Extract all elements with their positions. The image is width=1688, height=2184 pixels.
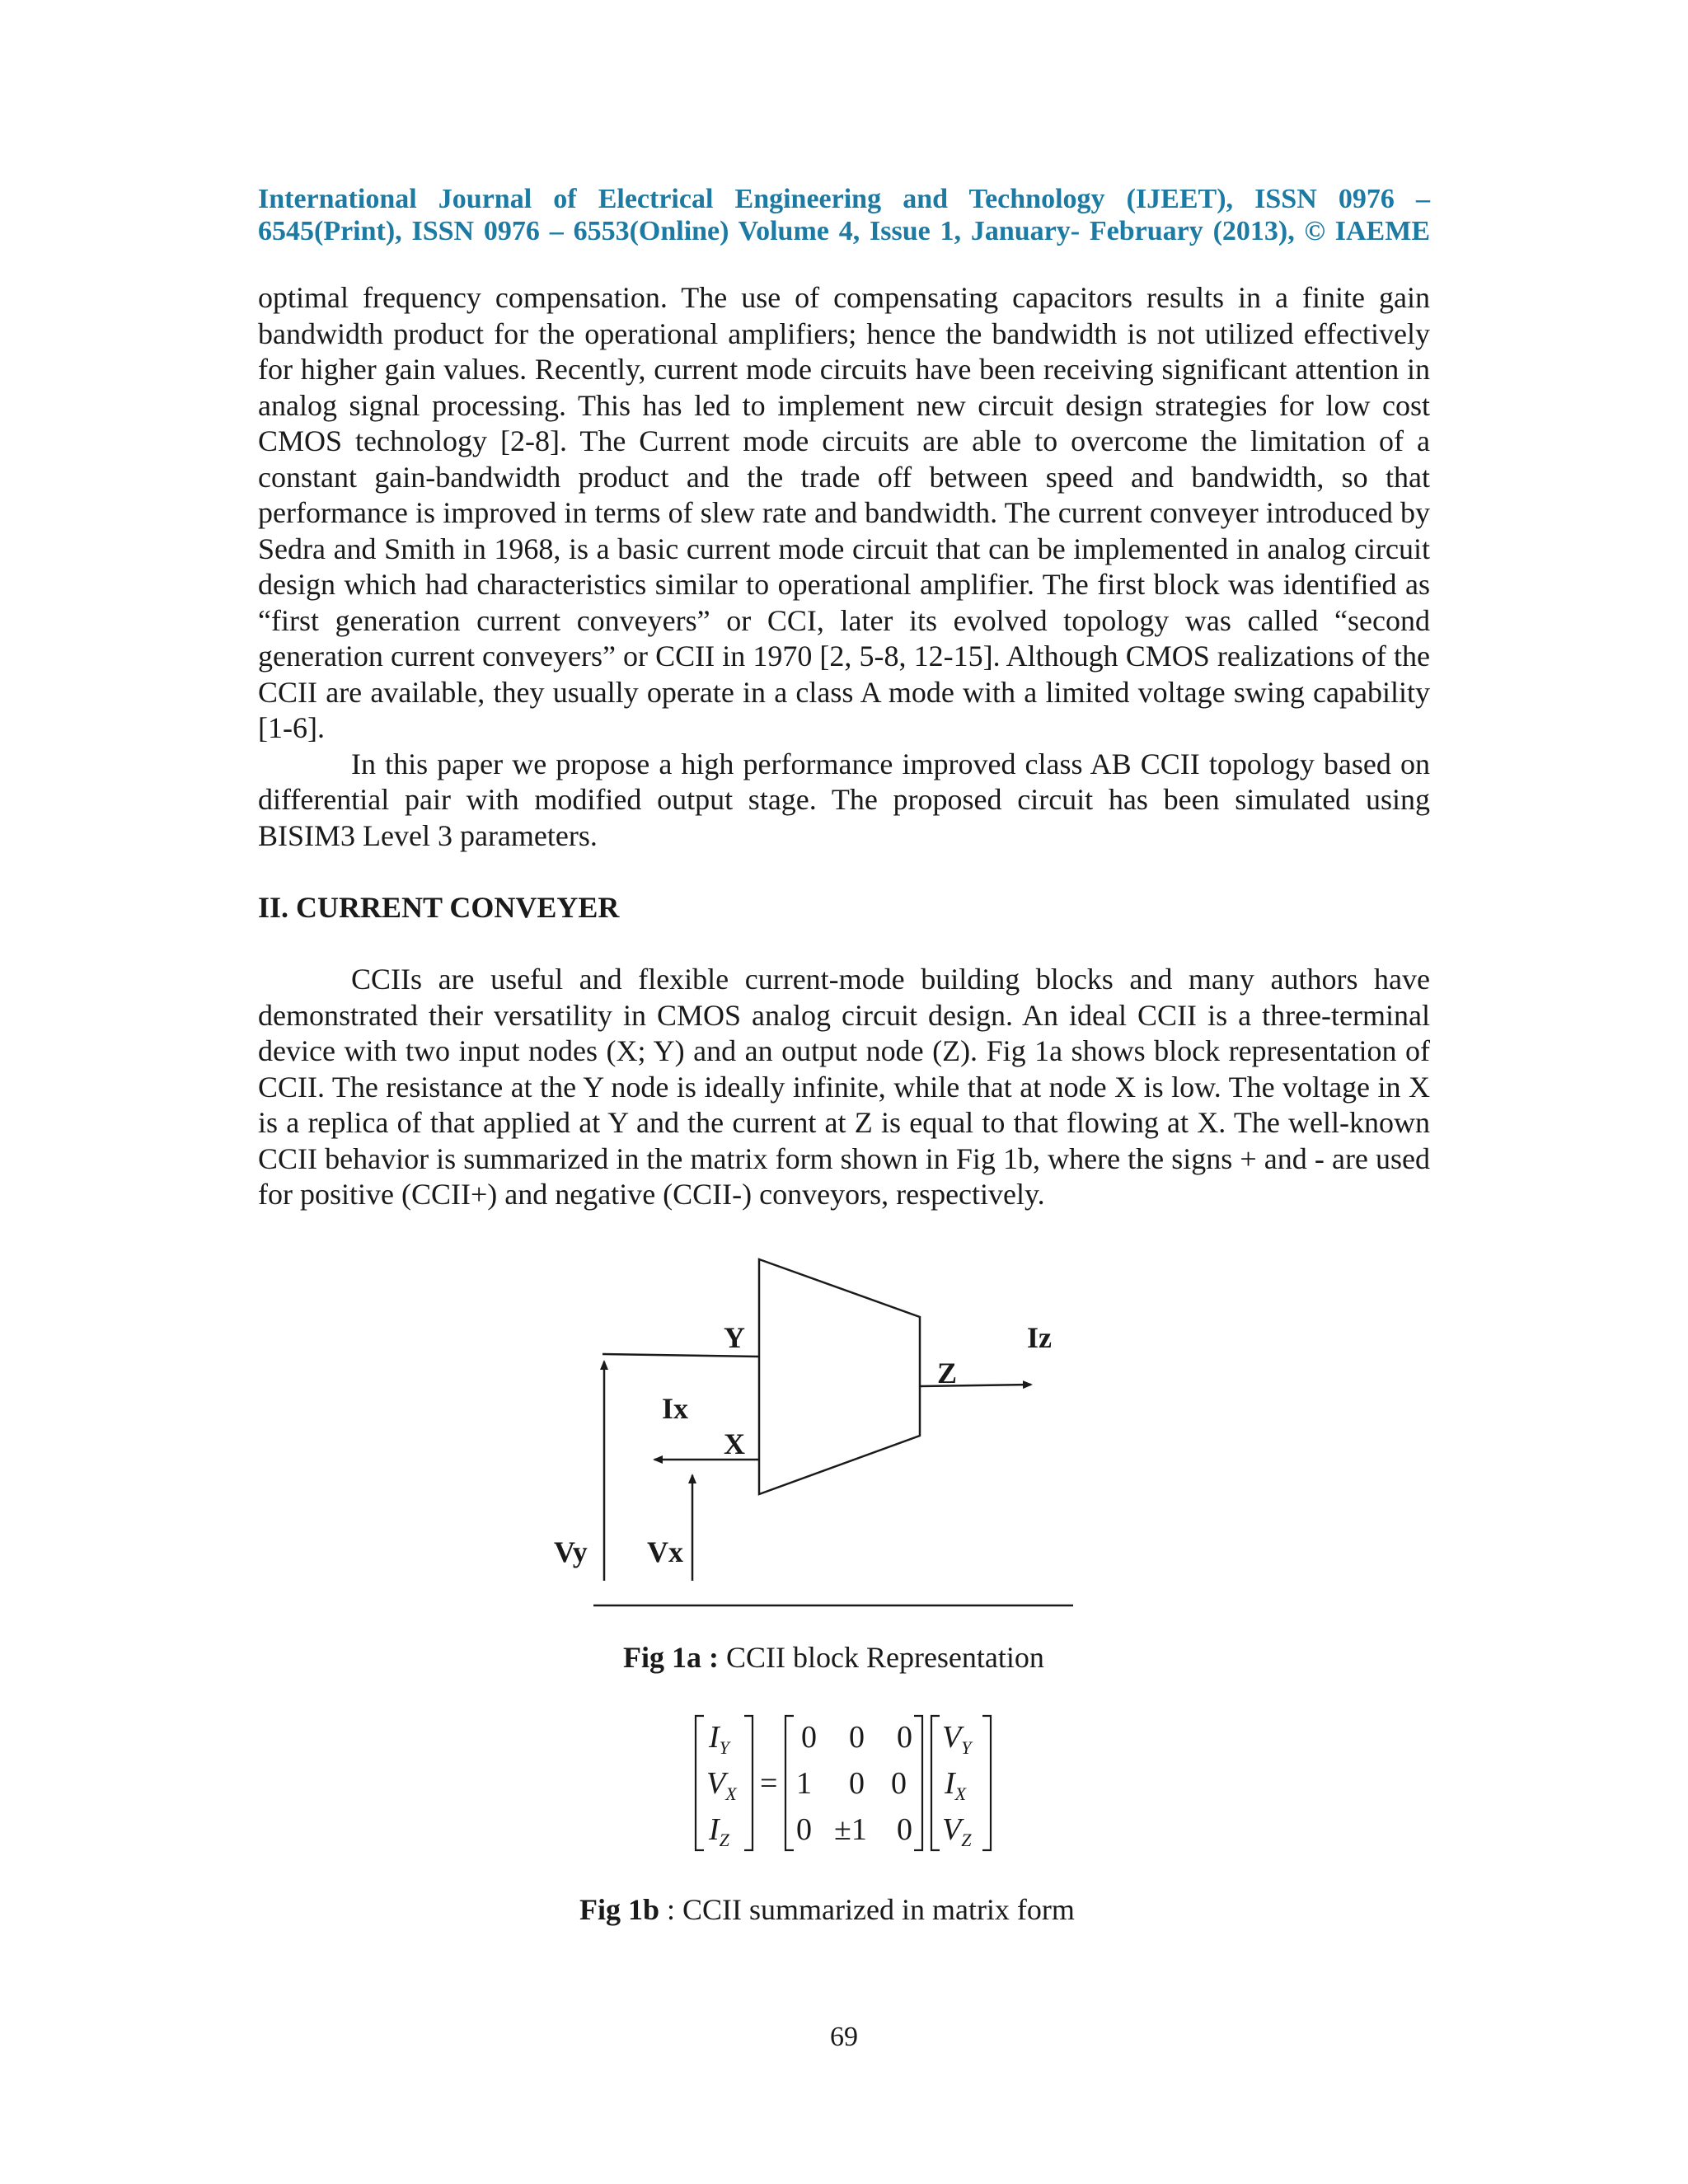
- journal-header-line-2: 6545(Print), ISSN 0976 – 6553(Online) Volume 4, Issue 1, January- February (2013), © IAEME: [258, 216, 1430, 246]
- intro-paragraph-1: optimal frequency compensation. The use of compensating capacitors results in a finite gain bandwidth product for the operational amplifiers; hence the bandwidth is not utilized effectively for higher gain values. Recently, current mode circuits have been receiving significant attention in analog signal processing. This has led to implement new circuit design strategies for low cost CMOS technology [2-8]. The Current mode circuits are able to overcome the limitation of a constant gain-bandwidth product and the trade off between speed and bandwidth, so that performance is improved in terms of slew rate and bandwidth. The current conveyer introduced by Sedra and Smith in 1968, is a basic current mode circuit that can be implemented in analog circuit design which had characteristics similar to operational amplifier. The first block was identified as “first generation current conveyers” or CCI, later its evolved topology was called “second generation current conveyers” or CCII in 1970 [2, 5-8, 12-15]. Although CMOS realizations of the CCII are available, they usually operate in a class A mode with a limited voltage swing capability [1-6].: [258, 281, 1430, 744]
- svg-text:IY: [708, 1720, 732, 1758]
- equals-sign: =: [760, 1766, 778, 1801]
- m-3-3: 0: [897, 1812, 912, 1847]
- rhs-1-sub: Y: [961, 1737, 972, 1758]
- lhs-1-sub: Y: [719, 1737, 729, 1758]
- lhs-1-sym: I: [709, 1720, 720, 1755]
- page-number: 69: [830, 2022, 858, 2052]
- label-y: Y: [724, 1321, 745, 1354]
- m-3-1: 0: [796, 1812, 812, 1847]
- m-1-3: 0: [897, 1720, 912, 1755]
- label-x: X: [724, 1427, 745, 1460]
- svg-text:VZ: [942, 1812, 972, 1850]
- iz-arrow: [920, 1385, 1031, 1386]
- section-text: [258, 962, 1430, 1213]
- lhs-2-sym: V: [706, 1766, 726, 1801]
- ccii-block: [759, 1259, 920, 1494]
- lhs-2-sub: X: [725, 1783, 737, 1804]
- m-1-2: 0: [849, 1720, 865, 1755]
- rhs-3-sub: Z: [961, 1830, 972, 1850]
- section-heading: II. CURRENT CONVEYER: [258, 891, 620, 924]
- label-iz: Iz: [1027, 1321, 1052, 1354]
- m-1-1: 0: [801, 1720, 817, 1755]
- label-ix: Ix: [662, 1392, 689, 1425]
- rhs-3-sym: V: [942, 1812, 962, 1847]
- svg-text:VX: [706, 1766, 738, 1804]
- fig1a-caption-text: CCII block Representation: [718, 1641, 1044, 1674]
- lhs-3-sub: Z: [719, 1830, 729, 1850]
- fig1b-caption: [579, 1892, 1075, 1927]
- m-3-2: ±1: [834, 1812, 867, 1847]
- intro-paragraph-2: In this paper we propose a high performance improved class AB CCII topology based on differential pair with modified output stage. The proposed circuit has been simulated using BISIM3 Level 3 parameters.: [258, 747, 1430, 852]
- m-2-1: 1: [796, 1766, 812, 1801]
- label-vx: Vx: [647, 1535, 683, 1568]
- fig1a-caption: [623, 1640, 1044, 1675]
- intro-text: [258, 280, 1430, 854]
- fig1b-caption-text: : CCII summarized in matrix form: [659, 1893, 1075, 1926]
- m-2-2: 0: [849, 1766, 865, 1801]
- svg-text:IX: [944, 1766, 968, 1804]
- fig1a-caption-label: Fig 1a :: [623, 1641, 719, 1674]
- svg-text:IZ: [708, 1812, 730, 1850]
- m-2-3: 0: [891, 1766, 907, 1801]
- lhs-3-sym: I: [709, 1812, 720, 1847]
- rhs-2-sub: X: [954, 1783, 967, 1804]
- label-vy: Vy: [554, 1535, 588, 1568]
- label-z: Z: [937, 1357, 958, 1390]
- rhs-2-sym: I: [945, 1766, 955, 1801]
- journal-header-line-1: International Journal of Electrical Engineering and Technology (IJEET), ISSN 0976 –: [258, 184, 1430, 214]
- rhs-1-sym: V: [942, 1720, 962, 1755]
- fig1b-caption-label: Fig 1b: [579, 1893, 660, 1926]
- svg-text:VY: [942, 1720, 973, 1758]
- y-input-wire: [603, 1354, 759, 1357]
- section-paragraph-1: CCIIs are useful and flexible current-mode building blocks and many authors have demonstrated their versatility in CMOS analog circuit design. An ideal CCII is a three-terminal device with two input nodes (X; Y) and an output node (Z). Fig 1a shows block representation of CCII. The resistance at the Y node is ideally infinite, while that at node X is low. The voltage in X is a replica of that applied at Y and the current at Z is equal to that flowing at X. The well-known CCII behavior is summarized in the matrix form shown in Fig 1b, where the signs + and - are used for positive (CCII+) and negative (CCII-) conveyors, respectively.: [258, 963, 1430, 1211]
- journal-header: [258, 183, 1430, 247]
